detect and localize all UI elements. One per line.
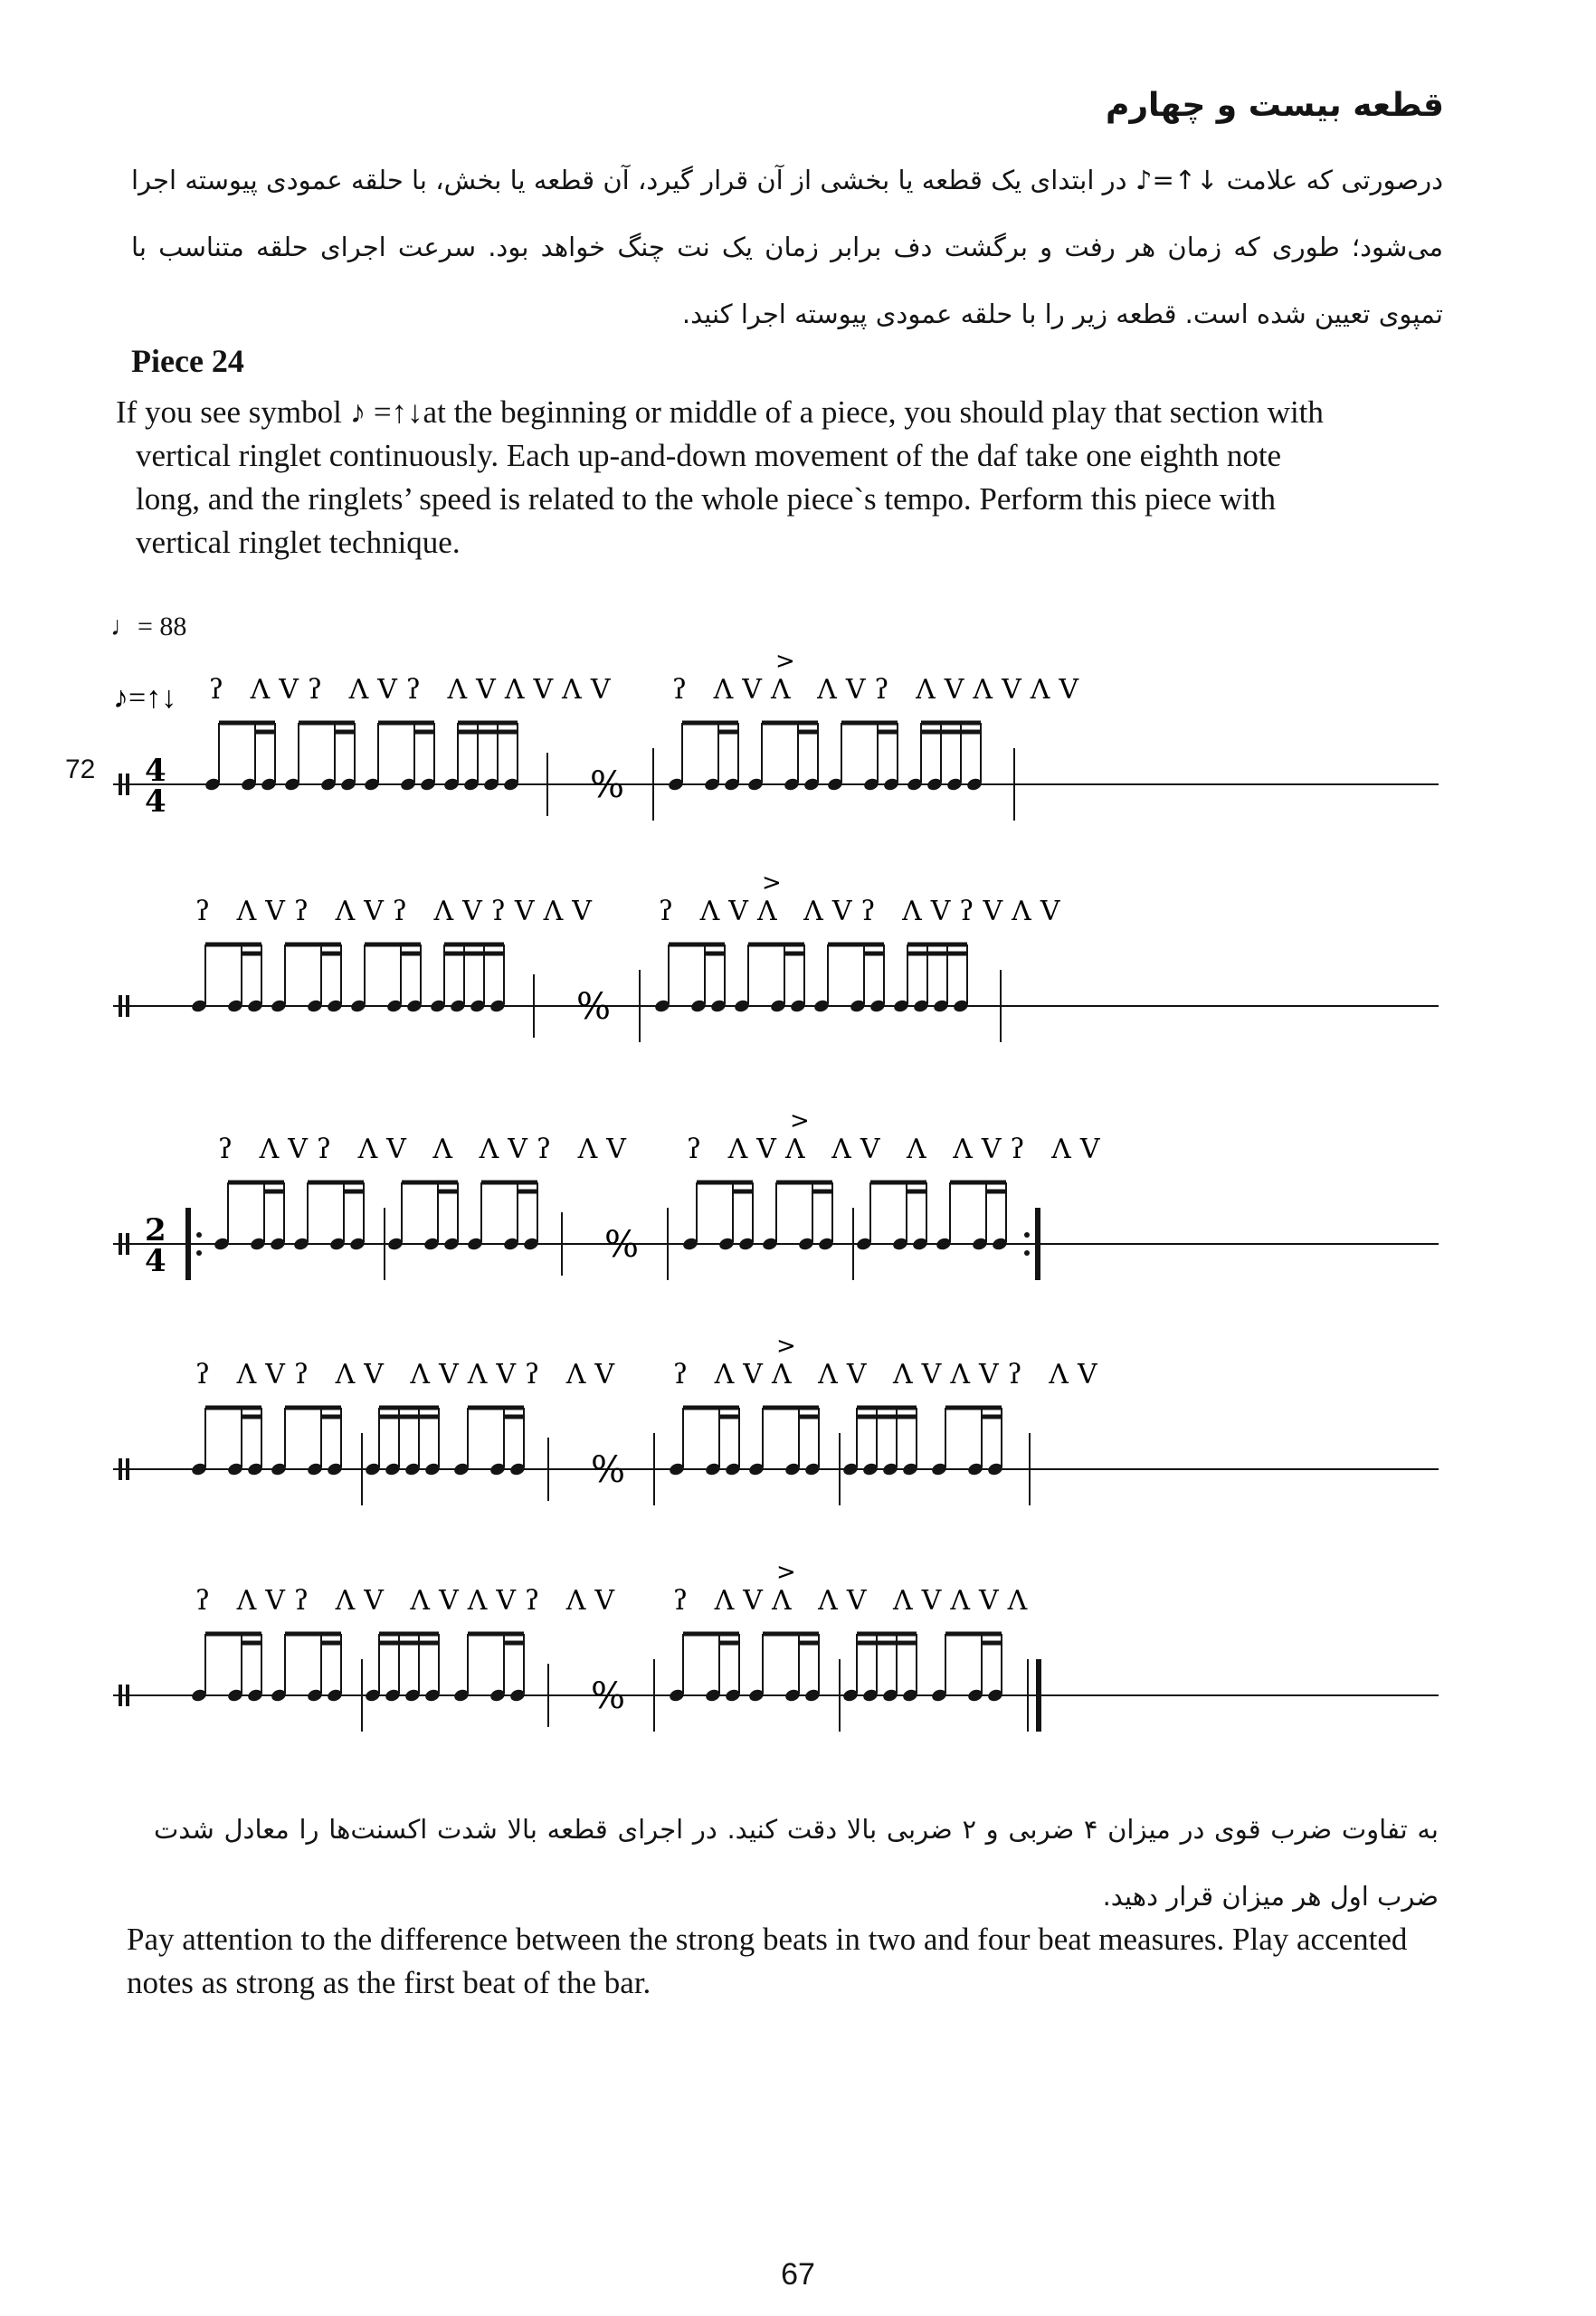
stroke-symbols: ʔ ΛVʔ ΛV ΛVΛVʔ ΛV: [195, 1359, 624, 1391]
stroke-symbols: ʔ ΛVʔ ΛV ΛVΛVʔ ΛV: [195, 1585, 624, 1617]
stroke-symbols: ʔ ΛVΛ ΛVʔ ΛVΛVΛV: [672, 674, 1088, 706]
persian-note-paragraph: به تفاوت ضرب قوی در میزان ۴ ضربی و ۲ ضربی بالا دقت کنید. در اجرای قطعه بالا شدت اکسنت‌ها را معادل شدت ضرب اول هر میزان قرار دهید.: [154, 1814, 1439, 1912]
stroke-symbols: ʔ ΛVʔ ΛVʔ ΛVʔVΛV: [195, 896, 601, 927]
stroke-symbols: ʔ ΛVʔ ΛVʔ ΛVΛVΛV: [209, 674, 620, 706]
accent-mark: >: [790, 1107, 810, 1134]
persian-intro-paragraph: درصورتی که علامت ↓↑=♪ در ابتدای یک قطعه یا بخشی از آن قرار گیرد، آن قطعه یا بخش، با حلقه عمودی پیوسته اجرا می‌شود؛ طوری که زمان هر رفت و برگشت دف برابر زمان یک نت چنگ خواهد بود. سرعت اجرای حلقه متناسب با تمپوی تعیین شده است. قطعه زیر را با حلقه عمودی پیوسته اجرا کنید.: [131, 165, 1443, 329]
accent-mark: >: [776, 1559, 796, 1586]
stroke-symbols: ʔ ΛVΛ ΛVʔ ΛVʔVΛV: [659, 896, 1069, 927]
repeat-dot: [1024, 1250, 1030, 1256]
ringlet-symbol: ♪=↑↓: [113, 681, 177, 715]
measure-repeat-sign: %: [591, 1675, 626, 1717]
repeat-dot: [196, 1250, 202, 1256]
english-intro-line: vertical ringlet technique.: [136, 525, 461, 560]
stroke-symbols: ʔ ΛVΛ ΛV Λ ΛVʔ ΛV: [687, 1134, 1109, 1165]
measure-repeat-sign: %: [590, 764, 625, 806]
accent-mark: >: [775, 648, 795, 675]
time-signature-denominator: 4: [145, 1243, 166, 1279]
measure-repeat-sign: %: [591, 1449, 626, 1491]
time-signature-denominator: 4: [145, 783, 166, 820]
accent-mark: >: [776, 1333, 796, 1360]
page-number: 67: [781, 2257, 815, 2292]
accent-mark: >: [762, 869, 782, 897]
stroke-symbols: ʔ ΛVΛ ΛV ΛVΛVʔ ΛV: [673, 1359, 1107, 1391]
repeat-dot: [1024, 1232, 1030, 1238]
time-signature-numerator: 4: [145, 753, 166, 789]
tempo-marking: ♩= 88: [110, 612, 187, 641]
stroke-symbols: ʔ ΛVʔ ΛV Λ ΛVʔ ΛV: [218, 1134, 635, 1165]
system-number: 72: [65, 755, 96, 784]
english-intro-line: vertical ringlet continuously. Each up-and-down movement of the daf take one eighth note: [136, 438, 1282, 473]
english-intro-line: long, and the ringlets’ speed is related to the whole piece`s tempo. Perform this piece with: [136, 481, 1276, 517]
english-note-paragraph: Pay attention to the difference between the strong beats in two and four beat measures. Play accented notes as strong as the first beat of the bar.: [127, 1922, 1408, 2000]
time-signature-numerator: 2: [145, 1212, 166, 1248]
measure-repeat-sign: %: [604, 1224, 640, 1266]
english-title: Piece 24: [131, 343, 244, 379]
measure-repeat-sign: %: [576, 986, 612, 1028]
persian-title: قطعه بیست و چهارم: [1105, 87, 1444, 124]
english-intro-line: If you see symbol ♪ =↑↓at the beginning or middle of a piece, you should play that section with: [116, 394, 1324, 430]
stroke-symbols: ʔ ΛVΛ ΛV ΛVΛVΛ: [673, 1585, 1037, 1617]
repeat-dot: [196, 1232, 202, 1238]
